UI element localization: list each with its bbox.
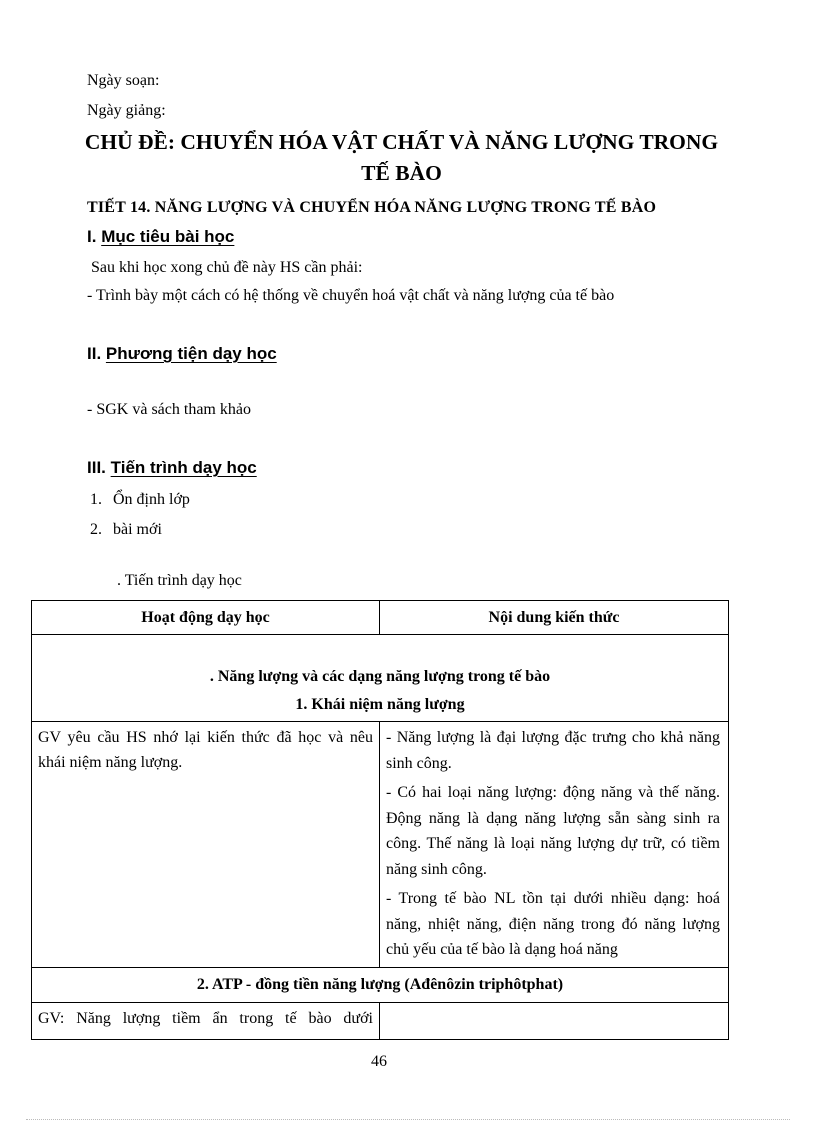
teacher-activity-cell — [32, 1002, 380, 1039]
list-item — [90, 521, 162, 539]
section3-heading — [87, 458, 257, 478]
document-title-line2: TẾ BÀO — [361, 161, 442, 185]
knowledge-content-cell-empty — [380, 1002, 729, 1039]
section1-number: I. — [87, 227, 97, 246]
process-subheading: . Tiến trình dạy học — [117, 572, 242, 589]
section1-objective: - Trình bày một cách có hệ thống về chuyển hoá vật chất và năng lượng của tế bào — [87, 287, 615, 304]
date-taught: Ngày giảng: — [87, 102, 166, 119]
table-row — [32, 635, 729, 722]
content-paragraph: - Trong tế bào NL tồn tại dưới nhiều dạng: hoá năng, nhiệt năng, điện năng trong đó năng lượng chủ yếu của tế bào là dạng hoá năng — [386, 890, 720, 958]
teacher-activity-cell: GV yêu cầu HS nhớ lại kiến thức đã học và nêu khái niệm năng lượng. — [32, 722, 380, 968]
section3-title: Tiến trình dạy học — [110, 458, 257, 477]
section2-number: II. — [87, 344, 102, 363]
list-item-number: 2. — [90, 521, 102, 538]
lesson-table — [31, 600, 729, 1040]
page-number: 46 — [371, 1053, 387, 1070]
knowledge-content-cell — [380, 722, 729, 968]
table-row — [32, 967, 729, 1002]
column-header-content: Nội dung kiến thức — [380, 601, 729, 635]
list-item-number: 1. — [90, 491, 102, 508]
table-row — [32, 722, 729, 968]
table-row — [32, 1002, 729, 1039]
teacher-activity-text: GV: Năng lượng tiềm ẩn trong tế bào dưới — [38, 1009, 373, 1027]
table-section-title: . Năng lượng và các dạng năng lượng trong tế bào — [209, 668, 551, 685]
section1-heading — [87, 227, 234, 247]
table-header-row — [32, 601, 729, 635]
date-prepared: Ngày soạn: — [87, 72, 160, 89]
section1-title: Mục tiêu bài học — [101, 227, 235, 246]
section2-item: - SGK và sách tham khảo — [87, 401, 251, 418]
list-item — [90, 491, 190, 509]
section-title-cell — [32, 635, 729, 722]
section2-heading — [87, 344, 277, 364]
list-item-text: bài mới — [113, 521, 162, 538]
column-header-activities: Hoạt động dạy học — [32, 601, 380, 635]
section1-intro: Sau khi học xong chủ đề này HS cần phải: — [91, 259, 363, 276]
atp-section-title: 2. ATP - đồng tiền năng lượng (Ađênôzin triphôtphat) — [32, 967, 729, 1002]
section2-title: Phương tiện dạy học — [105, 344, 277, 363]
content-paragraph: - Có hai loại năng lượng: động năng và thế năng. Động năng là dạng năng lượng sẵn sàng sinh ra công. Thế năng là loại năng lượng dự trữ, có tiềm năng sinh công. — [386, 784, 720, 878]
lesson-title: TIẾT 14. NĂNG LƯỢNG VÀ CHUYỂN HÓA NĂNG LƯỢNG TRONG TẾ BÀO — [87, 199, 657, 216]
page-bottom-divider — [26, 1119, 790, 1120]
document-title-line1: CHỦ ĐỀ: CHUYỂN HÓA VẬT CHẤT VÀ NĂNG LƯỢNG TRONG — [84, 130, 719, 154]
table-subsection-title: 1. Khái niệm năng lượng — [295, 696, 465, 713]
section3-number: III. — [87, 458, 106, 477]
list-item-text: Ổn định lớp — [113, 491, 190, 508]
content-paragraph: - Năng lượng là đại lượng đặc trưng cho khả năng sinh công. — [386, 729, 720, 772]
